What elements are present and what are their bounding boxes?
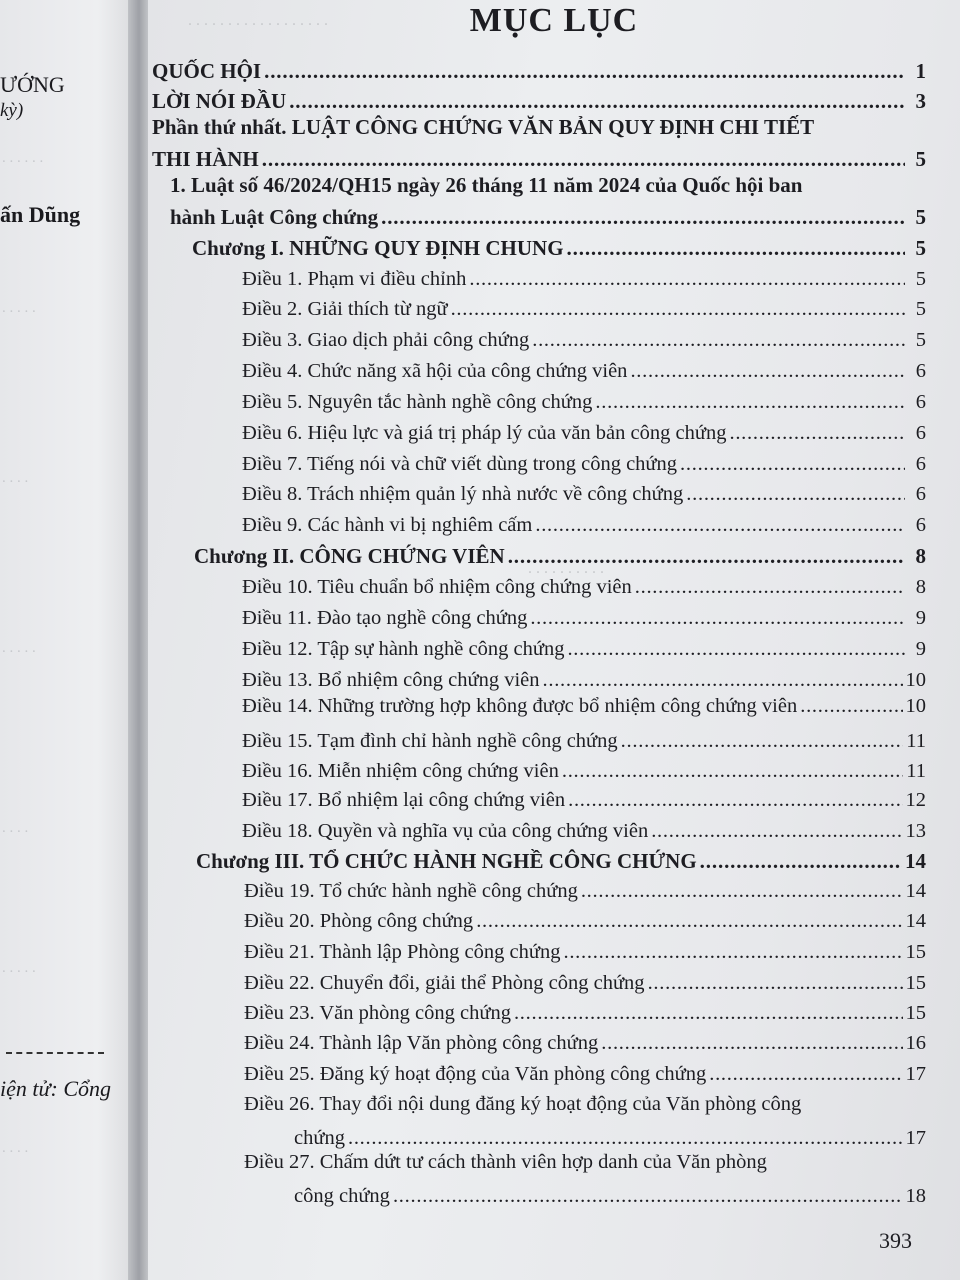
toc-entry[interactable] [152,58,926,84]
dot-leader [514,1000,903,1026]
dot-leader [451,296,905,322]
dot-leader [508,543,905,569]
toc-entry-title: Điều 24. Thành lập Văn phòng công chứng [244,1032,599,1054]
toc-entry-page: 11 [906,760,926,782]
toc-entry[interactable] [242,574,926,600]
toc-entry[interactable] [152,146,926,172]
toc-entry-title: Điều 6. Hiệu lực và giá trị pháp lý của văn bản công chứng [242,422,727,444]
toc-entry-title: chứng [294,1127,345,1149]
dot-leader [562,758,903,784]
dot-leader [729,420,905,446]
toc-entry-page: 5 [915,329,926,351]
dot-leader [262,146,905,172]
toc-entry-page: 14 [905,880,926,902]
footnote-rule [6,1052,104,1054]
dot-leader [700,848,902,874]
toc-entry-title: Điều 5. Nguyên tắc hành nghề công chứng [242,391,593,413]
toc-entry-title-line: Điều 26. Thay đổi nội dung đăng ký hoạt động của Văn phòng công [244,1093,802,1115]
bleed-through-text: . . . . . [2,300,36,316]
toc-entry-title: Điều 21. Thành lập Phòng công chứng [244,941,561,963]
toc-entry-page: 15 [905,972,926,994]
toc-entry-title: LỜI NÓI ĐẦU [152,89,287,113]
toc-entry-title: Điều 18. Quyền và nghĩa vụ của công chứng viên [242,820,649,842]
toc-entry-title: Điều 1. Phạm vi điều chỉnh [242,268,467,290]
toc-entry[interactable] [196,848,926,874]
toc-entry-page: 18 [905,1185,926,1207]
toc-entry-page: 6 [915,360,926,382]
dot-leader [568,787,902,813]
dot-leader [595,389,905,415]
dot-leader [535,512,905,538]
toc-entry[interactable] [242,605,926,631]
toc-entry[interactable] [244,1061,926,1087]
toc-entry[interactable] [242,787,926,813]
dot-leader [567,636,905,662]
toc-entry[interactable] [194,543,926,569]
toc-entry-page: 8 [915,544,926,568]
dot-leader [621,728,904,754]
left-facing-page [0,0,140,1280]
toc-entry[interactable] [294,1183,926,1209]
toc-entry[interactable] [242,296,926,322]
toc-entry[interactable] [242,728,926,754]
toc-entry[interactable] [244,1030,926,1056]
toc-entry-title: Điều 12. Tập sự hành nghề công chứng [242,638,565,660]
toc-entry[interactable] [244,908,926,934]
toc-entry[interactable] [242,481,926,507]
dot-leader [381,204,905,230]
toc-entry[interactable] [170,204,926,230]
bleed-through-text: . . . . . . . . . . . . . . . . . . [188,12,328,29]
bleed-through-text: . . . . [2,1140,29,1156]
toc-entry-page: 1 [915,59,926,83]
dot-leader [289,88,905,114]
toc-entry[interactable] [242,389,926,415]
toc-entry-page: 9 [915,638,926,660]
left-page-heading: ƯỚNG [0,72,65,97]
page-number: 393 [879,1228,912,1253]
toc-entry-title: công chứng [294,1185,390,1207]
toc-entry-title: Điều 10. Tiêu chuẩn bổ nhiệm công chứng viên [242,576,632,598]
toc-page [148,0,960,1280]
toc-entry-page: 5 [915,205,926,229]
left-page-subtitle: kỳ) [0,100,24,121]
dot-leader [601,1030,902,1056]
toc-entry-title: Điều 11. Đào tạo nghề công chứng [242,607,528,629]
toc-entry-page: 8 [915,576,926,598]
toc-entry-page: 17 [905,1063,926,1085]
bleed-through-text: . . . . [2,820,29,836]
toc-entry-title: Điều 7. Tiếng nói và chữ viết dùng trong công chứng [242,453,678,475]
toc-entry-title: Điều 2. Giải thích từ ngữ [242,298,448,320]
bleed-through-text: . . . . [2,470,29,486]
toc-entry[interactable] [242,818,926,844]
toc-entry[interactable] [242,758,926,784]
toc-entry[interactable] [242,420,926,446]
dot-leader [635,574,905,600]
toc-entry-title: Điều 13. Bổ nhiệm công chứng viên [242,669,540,691]
toc-entry-title: Điều 3. Giao dịch phải công chứng [242,329,530,351]
dot-leader [648,970,903,996]
toc-entry-page: 6 [915,514,926,536]
toc-entry[interactable] [244,1000,926,1026]
dot-leader [581,878,903,904]
toc-entry-page: 14 [905,910,926,932]
toc-entry-title: Điều 20. Phòng công chứng [244,910,474,932]
toc-entry-title: Điều 9. Các hành vi bị nghiêm cấm [242,514,533,536]
toc-entry[interactable] [244,878,926,904]
toc-entry-title: Điều 17. Bổ nhiệm lại công chứng viên [242,789,566,811]
toc-entry-title: hành Luật Công chứng [170,205,379,229]
dot-leader [264,58,905,84]
toc-entry-page: 6 [915,453,926,475]
toc-entry-page: 15 [905,941,926,963]
toc-entry-title: Điều 14. Những trường hợp không được bổ nhiệm công chứng viên [242,695,798,717]
dot-leader [532,327,905,353]
dot-leader [393,1183,903,1209]
toc-entry-title-line: Phần thứ nhất. LUẬT CÔNG CHỨNG VĂN BẢN QUY ĐỊNH CHI TIẾT [152,115,815,139]
toc-entry-title: Chương I. NHỮNG QUY ĐỊNH CHUNG [192,236,564,260]
dot-leader [543,667,903,693]
dot-leader [567,235,905,261]
bleed-through-text: . . . . . [2,640,36,656]
book-gutter [128,0,150,1280]
toc-entry-title-line: Điều 27. Chấm dứt tư cách thành viên hợp danh của Văn phòng [244,1151,767,1173]
toc-entry-title: Chương II. CÔNG CHỨNG VIÊN [194,544,505,568]
dot-leader [800,693,902,719]
bleed-through-text: . . . . . . . . . . [528,560,604,577]
toc-entry-page: 5 [915,147,926,171]
toc-entry-title: THI HÀNH [152,147,259,171]
bleed-through-text: . . . . . . [2,150,44,166]
dot-leader [476,908,902,934]
dot-leader [530,605,905,631]
dot-leader [563,939,902,965]
page-title: MỤC LỤC [469,2,639,39]
toc-entry-page: 3 [915,89,926,113]
toc-entry[interactable] [244,939,926,965]
toc-entry-page: 6 [915,422,926,444]
toc-entry[interactable] [242,667,926,693]
toc-entry[interactable] [242,512,926,538]
dot-leader [348,1125,903,1151]
toc-entry-title: QUỐC HỘI [152,59,262,83]
toc-entry[interactable] [244,970,926,996]
toc-entry-title: Điều 25. Đăng ký hoạt động của Văn phòng công chứng [244,1063,707,1085]
toc-entry-page: 14 [905,849,926,873]
toc-entry[interactable] [242,358,926,384]
toc-entry[interactable] [152,88,926,114]
toc-entry-page: 16 [905,1032,926,1054]
toc-entry-page: 6 [915,391,926,413]
toc-entry-page: 13 [905,820,926,842]
toc-entry-page: 17 [905,1127,926,1149]
toc-entry-title: Điều 4. Chức năng xã hội của công chứng viên [242,360,628,382]
toc-entry-page: 6 [915,483,926,505]
toc-entry[interactable] [242,451,926,477]
bleed-through-text: . . . . . [2,960,36,976]
toc-entry-title: Điều 8. Trách nhiệm quản lý nhà nước về công chứng [242,483,684,505]
toc-entry-page: 5 [915,268,926,290]
dot-leader [680,451,905,477]
toc-entry[interactable] [242,266,926,292]
toc-entry[interactable] [294,1125,926,1151]
toc-entry-page: 15 [905,1002,926,1024]
toc-entry-title: Điều 16. Miễn nhiệm công chứng viên [242,760,559,782]
dot-leader [686,481,905,507]
toc-entry-page: 10 [905,669,926,691]
toc-entry-title-line: 1. Luật số 46/2024/QH15 ngày 26 tháng 11 năm 2024 của Quốc hội ban [170,173,803,197]
toc-entry-title: Điều 23. Văn phòng công chứng [244,1002,511,1024]
toc-entry[interactable] [242,636,926,662]
toc-entry-title: Điều 19. Tổ chức hành nghề công chứng [244,880,578,902]
toc-entry-title: Điều 22. Chuyển đổi, giải thể Phòng công chứng [244,972,645,994]
toc-entry[interactable] [242,327,926,353]
toc-entry-page: 5 [915,298,926,320]
dot-leader [709,1061,902,1087]
dot-leader [651,818,902,844]
toc-entry-page: 5 [915,236,926,260]
toc-entry-page: 12 [905,789,926,811]
dot-leader [630,358,905,384]
toc-entry-page: 9 [915,607,926,629]
toc-entry-page: 10 [905,695,926,717]
left-page-footnote: iện tử: Cổng [0,1076,111,1101]
toc-entry[interactable] [242,693,926,719]
left-page-signer: ấn Dũng [0,202,81,227]
toc-entry[interactable] [192,235,926,261]
toc-entry-page: 11 [906,730,926,752]
dot-leader [469,266,905,292]
toc-entry-title: Điều 15. Tạm đình chỉ hành nghề công chứng [242,730,618,752]
toc-entry-title: Chương III. TỔ CHỨC HÀNH NGHỀ CÔNG CHỨNG [196,849,697,873]
